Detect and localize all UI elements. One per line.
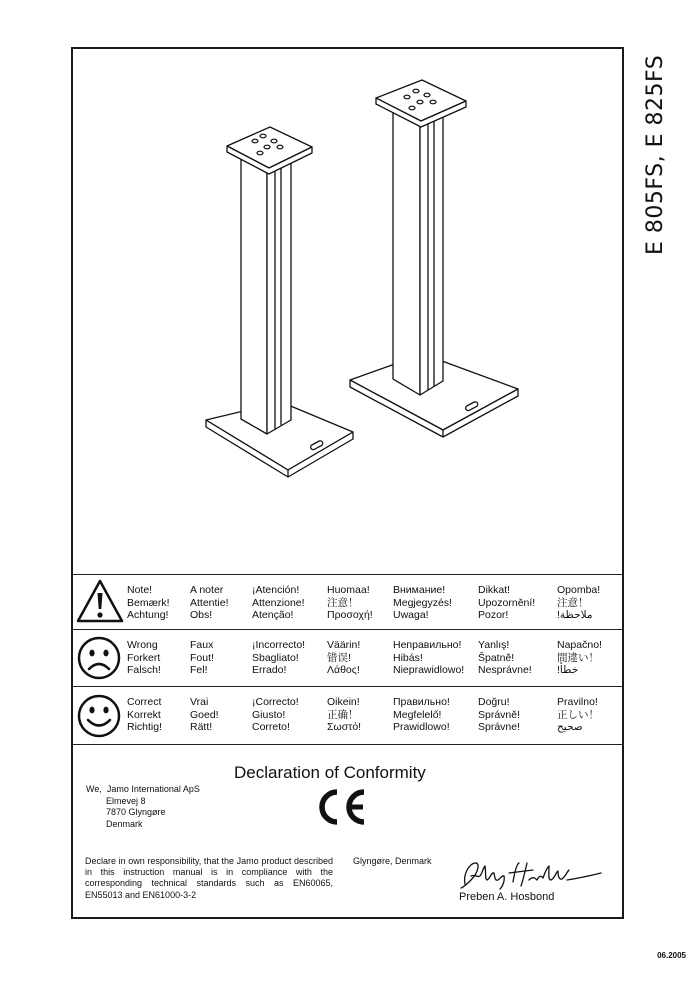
- note-col-3: ¡Atención! Attenzione! Atenção!: [252, 584, 305, 621]
- address-street: Elmevej 8: [106, 795, 146, 806]
- manufacturer-address: [86, 784, 200, 830]
- note-col-4: Huomaa! 注意！ Προσοχή!: [327, 584, 373, 621]
- correct-col-3: ¡Correcto! Giusto! Correto!: [252, 696, 299, 733]
- correct-col-5: Правильно! Megfelelő! Prawidlowo!: [393, 696, 450, 733]
- date-code: 06.2005: [657, 951, 686, 960]
- handwritten-signature: [455, 858, 605, 892]
- wrong-col-5: Неправильно! Hibás! Nieprawidlowo!: [393, 639, 465, 676]
- happy-face-icon: [75, 689, 125, 743]
- signature-place: Glyngøre, Denmark: [353, 856, 432, 866]
- wrong-col-6: Yanlış! Špatně! Nesprávne!: [478, 639, 532, 676]
- note-col-1: Note! Bemærk! Achtung!: [127, 584, 170, 621]
- wrong-col-7: Napačno! 間違い！ !خطأ: [557, 639, 602, 676]
- band-divider-1: [73, 629, 622, 630]
- speaker-stands-illustration: [73, 49, 622, 569]
- sad-face-icon: [75, 632, 125, 684]
- band-divider-top: [73, 574, 622, 575]
- correct-col-2: Vrai Goed! Rätt!: [190, 696, 219, 733]
- we-prefix: We,: [86, 784, 102, 794]
- company-name: Jamo International ApS: [106, 784, 200, 794]
- wrong-col-2: Faux Fout! Fel!: [190, 639, 214, 676]
- signer-name: Preben A. Hosbond: [459, 891, 555, 903]
- responsibility-statement: Declare in own responsibility, that the Jamo product described in this instruction manual is in compliance with the corresponding technical standards such as EN60065, EN55013 and EN61000-3-2: [85, 856, 333, 900]
- wrong-col-1: Wrong Forkert Falsch!: [127, 639, 161, 676]
- correct-col-6: Doğru! Správně! Správne!: [478, 696, 521, 733]
- note-col-7: Opomba! 注意！ !ملاحظة: [557, 584, 601, 621]
- address-country: Denmark: [106, 818, 143, 829]
- note-col-2: A noter Attentie! Obs!: [190, 584, 229, 621]
- model-title: E 805FS, E 825FS: [643, 54, 668, 255]
- correct-col-1: Correct Korrekt Richtig!: [127, 696, 163, 733]
- address-city: 7870 Glyngøre: [106, 807, 166, 817]
- wrong-col-4: Väärin! 错误! Λάθος!: [327, 639, 361, 676]
- note-col-5: Внимание! Megjegyzés! Uwaga!: [393, 584, 452, 621]
- warning-triangle-icon: [75, 578, 125, 626]
- band-divider-2: [73, 686, 622, 687]
- correct-col-7: Pravilno! 正しい！ صحيح: [557, 696, 599, 733]
- declaration-title: Declaration of Conformity: [234, 763, 426, 782]
- note-col-6: Dikkat! Upozornění! Pozor!: [478, 584, 536, 621]
- correct-col-4: Oikein! 正确！ Σωστό!: [327, 696, 362, 733]
- ce-mark: [313, 788, 369, 826]
- wrong-col-3: ¡Incorrecto! Sbagliato! Errado!: [252, 639, 306, 676]
- band-divider-bottom: [73, 744, 622, 745]
